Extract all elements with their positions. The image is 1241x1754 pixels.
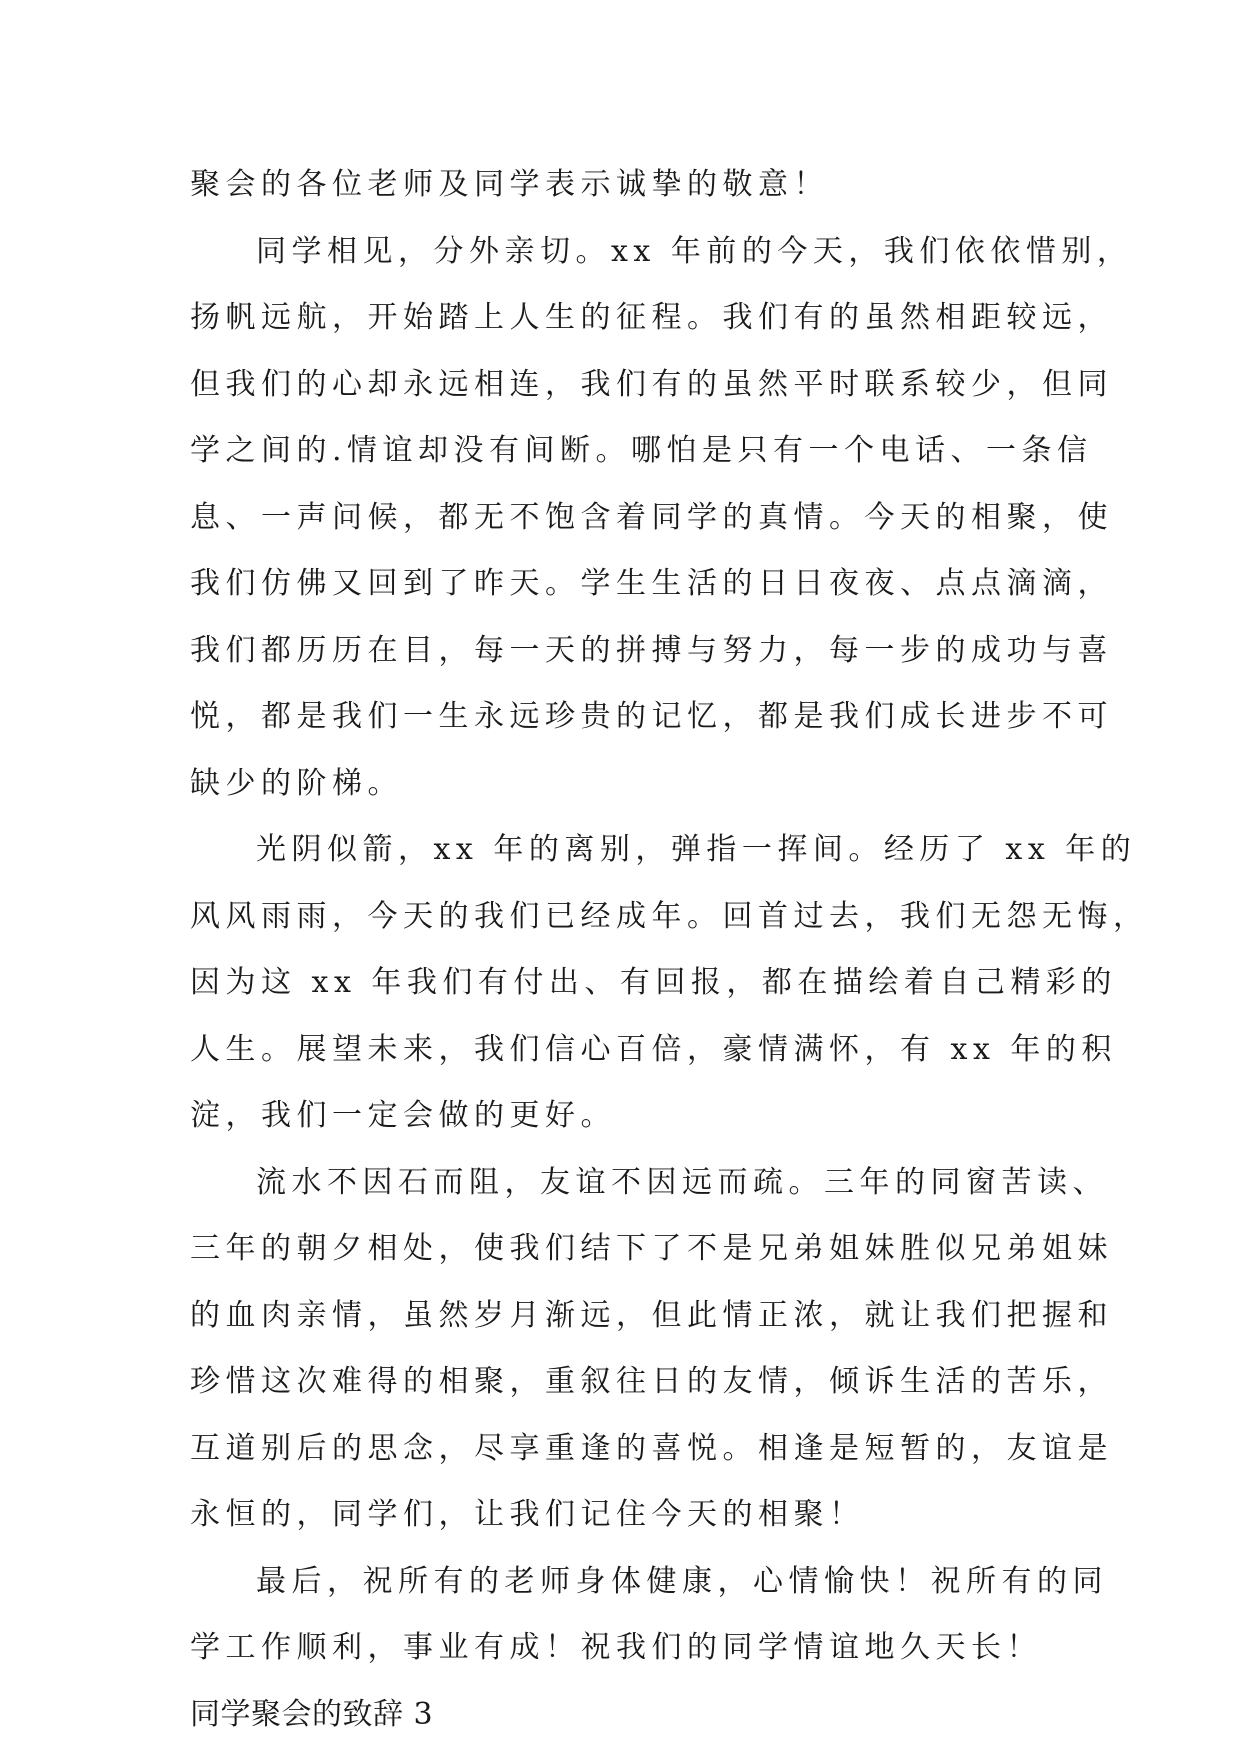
text-line: 悦，都是我们一生永远珍贵的记忆，都是我们成长进步不可 xyxy=(190,699,1113,734)
text-line: 学工作顺利，事业有成！祝我们的同学情谊地久天长！ xyxy=(190,1630,1042,1665)
text-line: 学之间的.情谊却没有间断。哪怕是只有一个电话、一条信 xyxy=(190,433,1093,468)
text-line: 珍惜这次难得的相聚，重叙往日的友情，倾诉生活的苦乐， xyxy=(190,1364,1113,1399)
text-line: 永恒的，同学们，让我们记住今天的相聚！ xyxy=(190,1497,865,1532)
text-line: 我们都历历在目，每一天的拼搏与努力，每一步的成功与喜 xyxy=(190,632,1113,668)
text-line: 聚会的各位老师及同学表示诚挚的敬意！ xyxy=(190,167,829,202)
text-line: 流水不因石而阻，友谊不因远而疏。三年的同窗苦读、 xyxy=(256,1164,1108,1200)
text-line: 我们仿佛又回到了昨天。学生生活的日日夜夜、点点滴滴， xyxy=(190,566,1113,601)
text-line: 息、一声问候，都无不饱含着同学的真情。今天的相聚，使 xyxy=(190,499,1113,535)
text-line: 互道别后的思念，尽享重逢的喜悦。相逢是短暂的，友谊是 xyxy=(190,1430,1113,1466)
document-body xyxy=(190,152,1149,1748)
text-line: 人生。展望未来，我们信心百倍，豪情满怀，有 xx 年的积 xyxy=(190,1031,1117,1067)
text-line: 光阴似箭，xx 年的离别，弹指一挥间。经历了 xx 年的 xyxy=(256,832,1137,867)
text-line: 淀，我们一定会做的更好。 xyxy=(190,1098,616,1133)
text-line: 扬帆远航，开始踏上人生的征程。我们有的虽然相距较远， xyxy=(190,300,1113,335)
text-line: 最后，祝所有的老师身体健康，心情愉快！祝所有的同 xyxy=(256,1563,1108,1599)
text-line: 但我们的心却永远相连，我们有的虽然平时联系较少，但同 xyxy=(190,366,1113,402)
text-line: 三年的朝夕相处，使我们结下了不是兄弟姐妹胜似兄弟姐妹 xyxy=(190,1231,1113,1266)
text-line: 的血肉亲情，虽然岁月渐远，但此情正浓，就让我们把握和 xyxy=(190,1297,1113,1333)
section-heading: 同学聚会的致辞 3 xyxy=(190,1696,434,1732)
text-line: 风风雨雨，今天的我们已经成年。回首过去，我们无怨无悔， xyxy=(190,898,1149,934)
text-line: 因为这 xx 年我们有付出、有回报，都在描绘着自己精彩的 xyxy=(190,965,1117,1000)
text-line: 同学相见，分外亲切。xx 年前的今天，我们依依惜别， xyxy=(256,233,1133,269)
text-line: 缺少的阶梯。 xyxy=(190,765,403,801)
